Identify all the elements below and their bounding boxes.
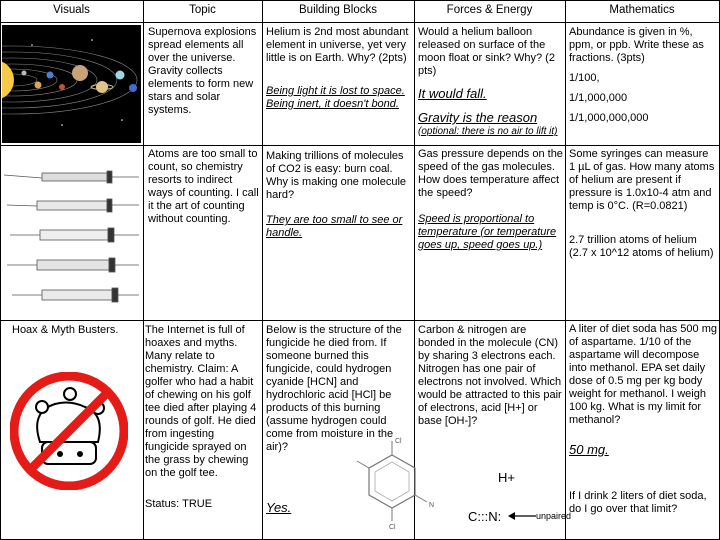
fungicide-structure xyxy=(345,435,440,530)
molecule-label-cl-top: Cl xyxy=(395,438,402,445)
row1-topic: Supernova explosions spread elements all over the universe. Gravity collects elements to form new stars and solar systems. xyxy=(148,26,257,116)
row1-bb-answer: Being light it is lost to space. Being inert, it doesn't bond. xyxy=(266,85,405,110)
row1-bb-question: Helium is 2nd most abundant element in universe, yet very little is on Earth. Why? (2pts) xyxy=(266,26,409,64)
row1-fe-question: Would a helium balloon released on surface of the moon float or sink? Why? (2 pts) xyxy=(418,26,555,77)
solar-system-image xyxy=(2,25,141,143)
row3-topic: The Internet is full of hoaxes and myths. Many relate to chemistry. Claim: A golfer who had a habit of chewing on his golf tee died after playing 4 rounds of golf. He died from ingesting fungicide sprayed on the grass by chewing on the golf tee. xyxy=(145,324,257,479)
arrow-icon xyxy=(508,511,536,521)
row3-bb-answer: Yes. xyxy=(266,500,292,515)
header-topic: Topic xyxy=(189,4,216,16)
row2-math-answer: 2.7 trillion atoms of helium (2.7 x 10^12 atoms of helium) xyxy=(569,234,714,259)
row1-math-answer-1: 1/100, xyxy=(569,72,600,84)
row1-fe-answer-1: It would fall. xyxy=(418,86,487,101)
row1-fe-answer-2: Gravity is the reason xyxy=(418,110,538,125)
row3-math-answer: 50 mg. xyxy=(569,442,609,457)
row3-fe-question: Carbon & nitrogen are bonded in the molecule (CN) by sharing 3 electrons each. Nitrogen has one pair of electrons not involved. Which would be attracted to this pair of electrons, acid [H+] or base [OH-]? xyxy=(418,324,562,427)
header-building-blocks: Building Blocks xyxy=(299,4,377,16)
molecule-label-n: N xyxy=(429,502,435,509)
row3-math-question-2: If I drink 2 liters of diet soda, do I go over that limit? xyxy=(569,490,707,515)
row2-fe-answer: Speed is proportional to temperature (or temperature goes up, speed goes up.) xyxy=(418,213,557,251)
cn-bond-label: C:::N: xyxy=(468,509,502,524)
row3-bb-question: Below is the structure of the fungicide he died from. If someone burned this fungicide, could hydrogen cyanide [HCN] and hydrochloric acid [HCl] be products of this burning (assume hydrogen could come from moisture in the air)? xyxy=(266,324,402,453)
header-mathematics: Mathematics xyxy=(609,4,675,16)
row1-math-question: Abundance is given in %, ppm, or ppb. Write these as fractions. (3pts) xyxy=(569,26,704,64)
row2-bb-question: Making trillions of molecules of CO2 is easy: burn coal. Why is making one molecule hard? xyxy=(266,150,407,201)
header-forces-energy: Forces & Energy xyxy=(446,4,533,16)
row1-math-answer-3: 1/1,000,000,000 xyxy=(569,112,649,124)
row2-bb-answer: They are too small to see or handle. xyxy=(266,214,403,239)
row1-fe-answer-3: (optional: there is no air to lift it) xyxy=(418,126,558,137)
unpaired-label: unpaired xyxy=(536,511,572,521)
no-jester-icon xyxy=(10,372,128,490)
row1-math-answer-2: 1/1,000,000 xyxy=(569,92,628,104)
row2-fe-question: Gas pressure depends on the speed of the gas molecules. How does temperature affect the speed? xyxy=(418,148,563,199)
row3-math-question: A liter of diet soda has 500 mg of aspartame. 1/10 of the aspartame will decompose into methanol. EPA set daily dose of 0.5 mg per kg body weight for methanol. I weigh 100 kg. What is my limit for methanol? xyxy=(569,323,717,426)
molecule-label-cl-bottom: Cl xyxy=(389,524,396,530)
row3-visual-label: Hoax & Myth Busters. xyxy=(12,324,119,336)
row2-topic: Atoms are too small to count, so chemistry resorts to indirect ways of counting. I call it the art of counting without counting. xyxy=(148,148,259,225)
row3-status: Status: TRUE xyxy=(145,498,213,510)
syringes-image xyxy=(2,150,141,318)
row2-math-question: Some syringes can measure 1 µL of gas. How many atoms of helium are present if pressure is 1.0x10-4 atm and temp is 0°C. (R=0.0821) xyxy=(569,148,715,212)
header-visuals: Visuals xyxy=(53,4,90,16)
hplus-label: H+ xyxy=(498,470,515,485)
